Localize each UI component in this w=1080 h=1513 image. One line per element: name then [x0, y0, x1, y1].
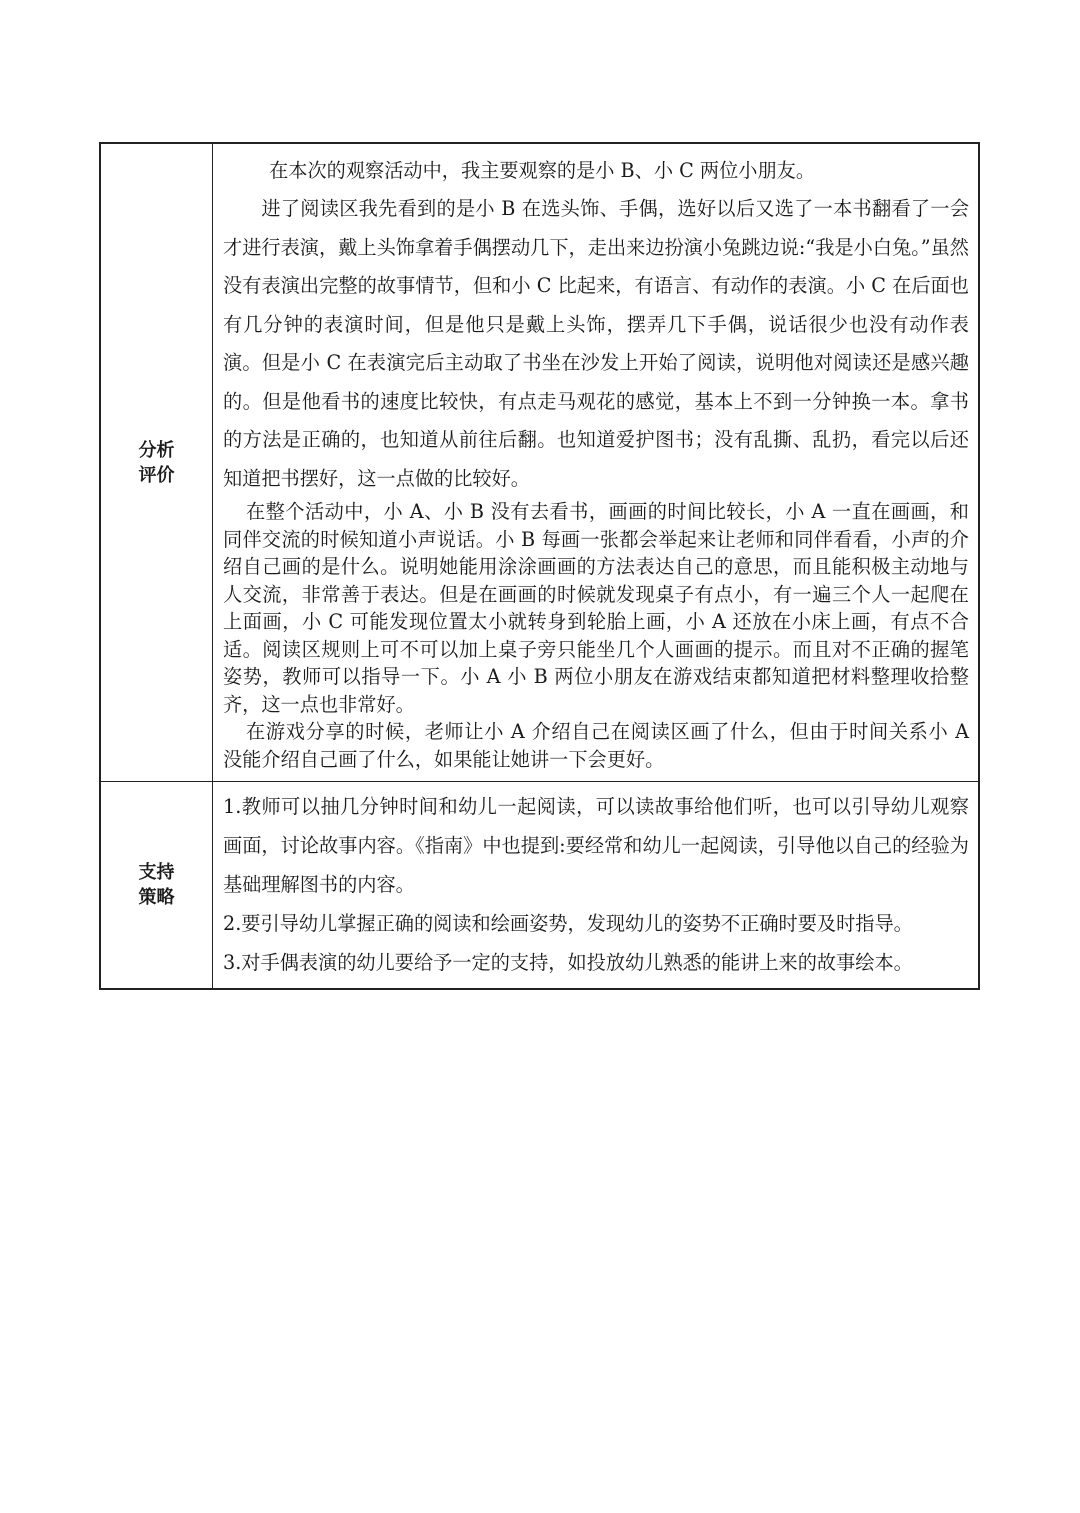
analysis-paragraph-1: 在本次的观察活动中，我主要观察的是小 B、小 C 两位小朋友。	[269, 159, 816, 182]
strategy-label-line-2: 策略	[138, 887, 175, 908]
analysis-label-line-2: 评价	[138, 464, 175, 486]
strategy-item-3: 3.对手偶表演的幼儿要给予一定的支持，如投放幼儿熟悉的能讲上来的故事绘本。	[223, 951, 913, 974]
analysis-label	[137, 438, 177, 488]
analysis-row	[101, 144, 978, 781]
strategy-label-cell	[101, 782, 213, 988]
strategy-label-line-1: 支持	[138, 862, 175, 883]
strategy-item-2: 2.要引导幼儿掌握正确的阅读和绘画姿势，发现幼儿的姿势不正确时要及时指导。	[223, 912, 913, 935]
analysis-paragraph-2: 进了阅读区我先看到的是小 B 在选头饰、手偶，选好以后又选了一本书翻看了一会才进行表演，戴上头饰拿着手偶摆动几下，走出来边扮演小兔跳边说:“我是小白兔。”虽然没有表演出完整的故事情节，但和小 C 比起来，有语言、有动作的表演。小 C 在后面也有几分钟的表演时间，但是他只是戴上头饰，摆弄几下手偶，说话很少也没有动作表演。但是小 C 在表演完后主动取了书坐在沙发上开始了阅读，说明他对阅读还是感兴趣的。但是他看书的速度比较快，有点走马观花的感觉，基本上不到一分钟换一本。拿书的方法是正确的，也知道从前往后翻。也知道爱护图书；没有乱撕、乱扔，看完以后还知道把书摆好，这一点做的比较好。	[223, 197, 969, 490]
analysis-label-line-1: 分析	[138, 439, 175, 461]
strategy-content	[213, 782, 978, 988]
analysis-paragraph-4: 在游戏分享的时候，老师让小 A 介绍自己在阅读区画了什么，但由于时间关系小 A 没能介绍自己画了什么，如果能让她讲一下会更好。	[223, 720, 969, 771]
analysis-paragraph-3: 在整个活动中，小 A、小 B 没有去看书，画画的时间比较长，小 A 一直在画画，和同伴交流的时候知道小声说话。小 B 每画一张都会举起来让老师和同伴看看，小声的介绍自己画的是什么。说明她能用涂涂画画的方法表达自己的意思，而且能积极主动地与人交流，非常善于表达。但是在画画的时候就发现桌子有点小，有一遍三个人一起爬在上面画，小 C 可能发现位置太小就转身到轮胎上画，小 A 还放在小床上画，有点不合适。阅读区规则上可不可以加上桌子旁只能坐几个人画画的提示。而且对不正确的握笔姿势，教师可以指导一下。小 A 小 B 两位小朋友在游戏结束都知道把材料整理收拾整齐，这一点也非常好。	[223, 500, 969, 716]
observation-table	[99, 142, 980, 990]
analysis-content	[213, 144, 978, 781]
strategy-row	[101, 781, 978, 988]
strategy-item-1: 1.教师可以抽几分钟时间和幼儿一起阅读，可以读故事给他们听，也可以引导幼儿观察画面，讨论故事内容。《指南》中也提到:要经常和幼儿一起阅读，引导他以自己的经验为基础理解图书的内容。	[223, 795, 969, 896]
strategy-label	[137, 860, 177, 910]
analysis-label-cell	[101, 144, 213, 781]
